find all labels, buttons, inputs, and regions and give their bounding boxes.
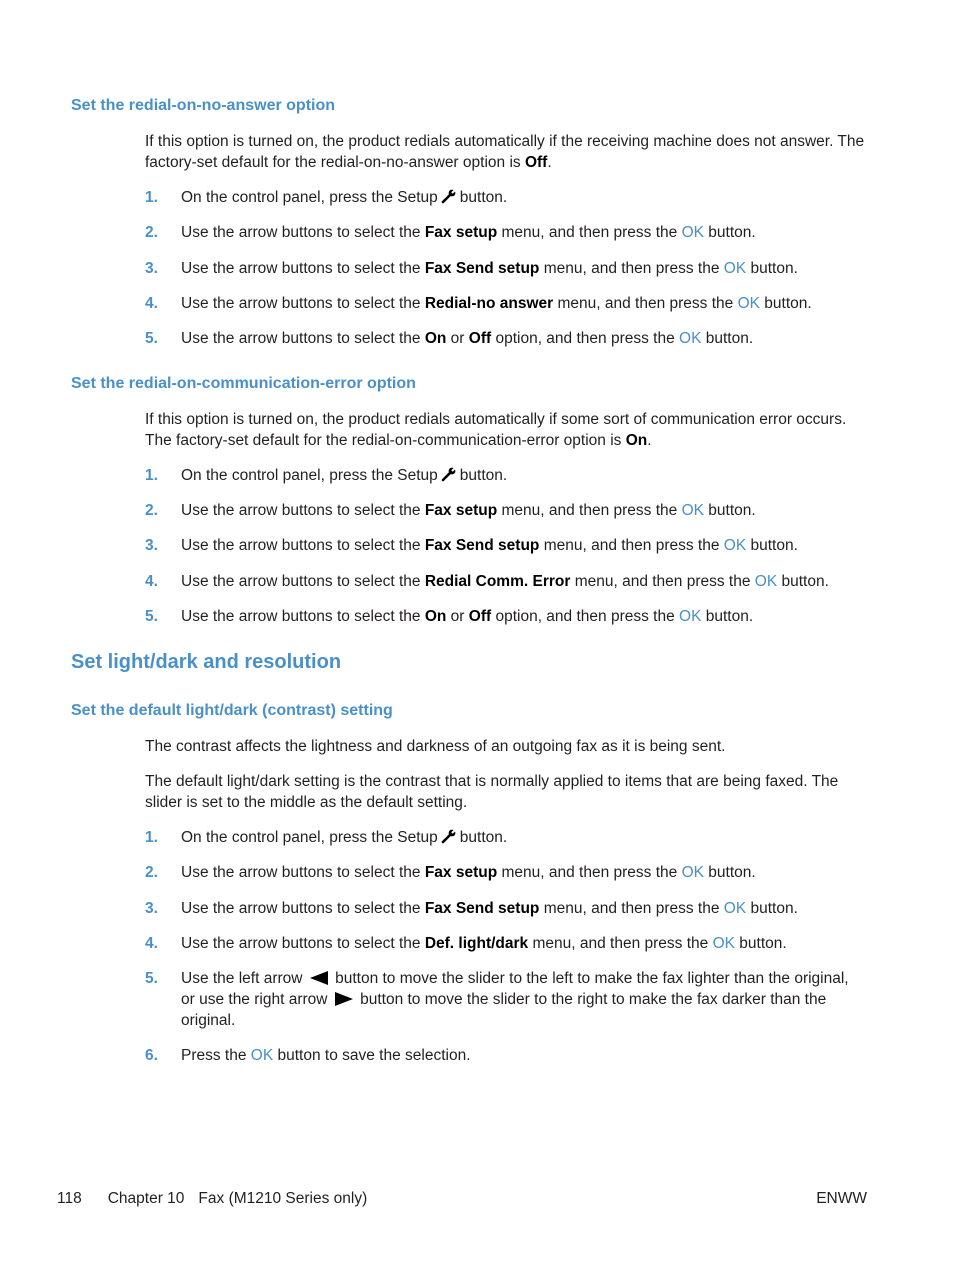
right-arrow-icon: [335, 992, 353, 1006]
menu-name: Redial Comm. Error: [424, 573, 571, 590]
ok-button-label: OK: [754, 573, 778, 590]
chapter-label: Chapter 10: [107, 1190, 185, 1207]
menu-name: Fax Send setup: [424, 537, 540, 554]
ok-button-label: OK: [679, 330, 702, 347]
section2-intro: If this option is turned on, the product redials automatically if some sort of communication error occurs. The factory-set default for the redial-on-communication-error option is On.: [145, 411, 847, 449]
menu-name: Fax setup: [424, 864, 498, 881]
section-heading-default-contrast: Set the default light/dark (contrast) setting: [71, 702, 393, 719]
menu-name: Fax setup: [424, 224, 498, 241]
wrench-icon: [441, 828, 457, 844]
step-3: 3. Use the arrow buttons to select the Fax Send setup menu, and then press the OK button.: [145, 900, 798, 917]
step-3: 3. Use the arrow buttons to select the Fax Send setup menu, and then press the OK button.: [145, 537, 798, 554]
footer-right: ENWW: [816, 1190, 867, 1207]
default-value: Off: [524, 154, 548, 171]
chapter-title: Fax (M1210 Series only): [198, 1190, 368, 1207]
step-1: 1. On the control panel, press the Setup button.: [145, 189, 508, 206]
ok-button-label: OK: [723, 900, 747, 917]
default-value: On: [625, 432, 648, 449]
step-4: 4. Use the arrow buttons to select the Def. light/dark menu, and then press the OK button.: [145, 935, 787, 952]
ok-button-label: OK: [250, 1047, 274, 1064]
ok-button-label: OK: [681, 224, 704, 241]
ok-button-label: OK: [712, 935, 735, 952]
step-6: 6. Press the OK button to save the selection.: [145, 1047, 471, 1064]
option-on: On: [424, 608, 447, 625]
section-heading-light-dark-resolution: Set light/dark and resolution: [71, 651, 342, 673]
menu-name: Redial-no answer: [424, 295, 554, 312]
contrast-description: The contrast affects the lightness and darkness of an outgoing fax as it is being sent.: [145, 738, 726, 755]
step-4: 4. Use the arrow buttons to select the Redial Comm. Error menu, and then press the OK button.: [145, 573, 829, 590]
step-2: 2. Use the arrow buttons to select the Fax setup menu, and then press the OK button.: [145, 502, 756, 519]
menu-name: Fax setup: [424, 502, 498, 519]
menu-name: Fax Send setup: [424, 900, 540, 917]
step-3: 3. Use the arrow buttons to select the Fax Send setup menu, and then press the OK button.: [145, 260, 798, 277]
ok-button-label: OK: [723, 260, 747, 277]
page-footer: [57, 1188, 867, 1210]
step-1: 1. On the control panel, press the Setup button.: [145, 467, 508, 484]
wrench-icon: [441, 188, 457, 204]
ok-button-label: OK: [737, 295, 760, 312]
ok-button-label: OK: [681, 502, 704, 519]
menu-name: Fax Send setup: [424, 260, 540, 277]
section1-intro: If this option is turned on, the product redials automatically if the receiving machine does not answer. The factory-set default for the redial-on-no-answer option is Off.: [145, 133, 865, 171]
option-off: Off: [468, 330, 492, 347]
menu-name: Def. light/dark: [424, 935, 529, 952]
ok-button-label: OK: [679, 608, 702, 625]
step-5: 5. Use the left arrow button to move the slider to the left to make the fax lighter than the original, or use the right arrow button to move the slider to the right to make the fax darker than the original.: [145, 970, 849, 1029]
step-5: 5. Use the arrow buttons to select the On or Off option, and then press the OK button.: [145, 608, 754, 625]
ok-button-label: OK: [681, 864, 704, 881]
step-4: 4. Use the arrow buttons to select the Redial-no answer menu, and then press the OK button.: [145, 295, 812, 312]
step-5: 5. Use the arrow buttons to select the On or Off option, and then press the OK button.: [145, 330, 754, 347]
option-off: Off: [468, 608, 492, 625]
ok-button-label: OK: [723, 537, 747, 554]
left-arrow-icon: [310, 971, 328, 985]
step-2: 2. Use the arrow buttons to select the Fax setup menu, and then press the OK button.: [145, 224, 756, 241]
step-2: 2. Use the arrow buttons to select the Fax setup menu, and then press the OK button.: [145, 864, 756, 881]
step-1: 1. On the control panel, press the Setup button.: [145, 829, 508, 846]
wrench-icon: [441, 466, 457, 482]
default-setting-description: The default light/dark setting is the contrast that is normally applied to items that are being faxed. The slider is set to the middle as the default setting.: [145, 773, 839, 811]
option-on: On: [424, 330, 447, 347]
section-heading-redial-comm-error: Set the redial-on-communication-error option: [71, 375, 416, 392]
page-number: 118: [57, 1190, 82, 1207]
section-heading-redial-no-answer: Set the redial-on-no-answer option: [71, 97, 336, 114]
footer-left: [57, 1188, 393, 1209]
